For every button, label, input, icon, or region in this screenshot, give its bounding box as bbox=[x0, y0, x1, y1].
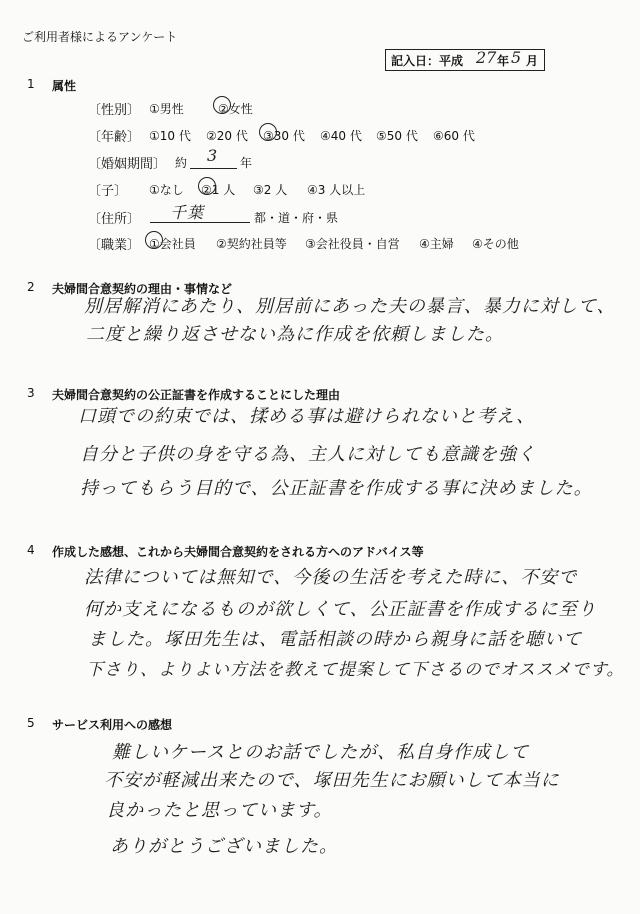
section2-answer-line: 二度と繰り返させない為に作成を依頼しました。 bbox=[86, 324, 504, 345]
address-suffix: 都・道・府・県 bbox=[254, 211, 339, 225]
section5-number: 5 bbox=[27, 716, 35, 730]
section5-answer-line: ありがとうございました。 bbox=[110, 836, 338, 857]
section4-answer-line: 何か支えになるものが欲しくて、公正証書を作成するに至り bbox=[84, 599, 597, 620]
section4-heading: 作成した感想、これから夫婦間合意契約をされる方へのアドバイス等 bbox=[52, 545, 424, 559]
job-option-employee: ①会社員 bbox=[149, 237, 196, 251]
section2-number: 2 bbox=[27, 280, 35, 294]
address-label: 〔住所〕 bbox=[88, 212, 141, 227]
children-option-none: ①なし bbox=[149, 183, 184, 197]
section3-heading: 夫婦間合意契約の公正証書を作成することにした理由 bbox=[52, 388, 341, 402]
selection-circle-mark bbox=[198, 177, 216, 195]
children-option-1: ②1 人 bbox=[201, 183, 236, 197]
section4-answer-line: ました。塚田先生は、電話相談の時から親身に話を聴いて bbox=[88, 629, 582, 650]
section3-answer-line: 持ってもらう目的で、公正証書を作成する事に決めました。 bbox=[80, 478, 593, 499]
section4-answer-line: 法律については無知で、今後の生活を考えた時に、不安で bbox=[84, 567, 578, 588]
section3-answer-line: 口頭での約束では、揉める事は避けられないと考え、 bbox=[78, 406, 536, 427]
marriage-value: 3 bbox=[207, 146, 218, 165]
section5-answer-line: 難しいケースとのお話でしたが、私自身作成して bbox=[112, 742, 530, 763]
selection-circle-mark bbox=[145, 231, 163, 249]
age-option-40: ④40 代 bbox=[320, 129, 362, 143]
section3-answer-line: 自分と子供の身を守る為、主人に対しても意識を強く bbox=[80, 444, 536, 465]
age-option-10: ①10 代 bbox=[149, 129, 191, 143]
date-label: 記入日：平成 bbox=[391, 54, 464, 68]
children-option-3plus: ④3 人以上 bbox=[307, 183, 366, 197]
gender-label: 〔性別〕 bbox=[88, 103, 141, 118]
section4-number: 4 bbox=[27, 543, 35, 557]
date-month-unit: 月 bbox=[526, 54, 539, 68]
section2-heading: 夫婦間合意契約の理由・事情など bbox=[52, 282, 233, 296]
section3-number: 3 bbox=[27, 386, 35, 400]
job-option-other: ④その他 bbox=[472, 237, 519, 251]
survey-title: ご利用者様によるアンケート bbox=[22, 30, 178, 44]
marriage-underline bbox=[190, 168, 237, 169]
address-value: 千葉 bbox=[170, 203, 205, 222]
date-year: 27 bbox=[476, 48, 497, 67]
gender-option-male: ①男性 bbox=[149, 102, 184, 116]
age-option-30: ③30 代 bbox=[263, 129, 305, 143]
job-option-contract: ②契約社員等 bbox=[216, 237, 287, 251]
section5-answer-line: 不安が軽減出来たので、塚田先生にお願いして本当に bbox=[104, 770, 560, 791]
job-label: 〔職業〕 bbox=[88, 238, 141, 253]
gender-option-female: ②女性 bbox=[218, 102, 253, 116]
selection-circle-mark bbox=[259, 123, 277, 141]
age-label: 〔年齢〕 bbox=[88, 130, 141, 145]
marriage-label: 〔婚姻期間〕 bbox=[88, 157, 167, 172]
age-option-60: ⑥60 代 bbox=[433, 129, 475, 143]
section1-number: 1 bbox=[27, 77, 35, 91]
selection-circle-mark bbox=[213, 96, 231, 114]
section5-answer-line: 良かったと思っています。 bbox=[106, 800, 333, 821]
marriage-unit: 年 bbox=[240, 156, 253, 170]
age-option-50: ⑤50 代 bbox=[376, 129, 418, 143]
date-month: 5 bbox=[511, 48, 522, 67]
children-label: 〔子〕 bbox=[88, 184, 128, 199]
date-year-unit: 年 bbox=[497, 54, 510, 68]
section1-heading: 属性 bbox=[52, 79, 77, 93]
children-option-2: ③2 人 bbox=[253, 183, 288, 197]
section4-answer-line: 下さり、よりよい方法を教えて提案して下さるのでオススメです。 bbox=[86, 660, 625, 680]
age-option-20: ②20 代 bbox=[206, 129, 248, 143]
marriage-prefix: 約 bbox=[175, 156, 188, 170]
section5-heading: サービス利用への感想 bbox=[52, 718, 173, 732]
job-option-housewife: ④主婦 bbox=[419, 237, 454, 251]
job-option-executive: ③会社役員・自営 bbox=[305, 237, 400, 251]
section2-answer-line: 別居解消にあたり、別居前にあった夫の暴言、暴力に対して、 bbox=[84, 296, 616, 317]
